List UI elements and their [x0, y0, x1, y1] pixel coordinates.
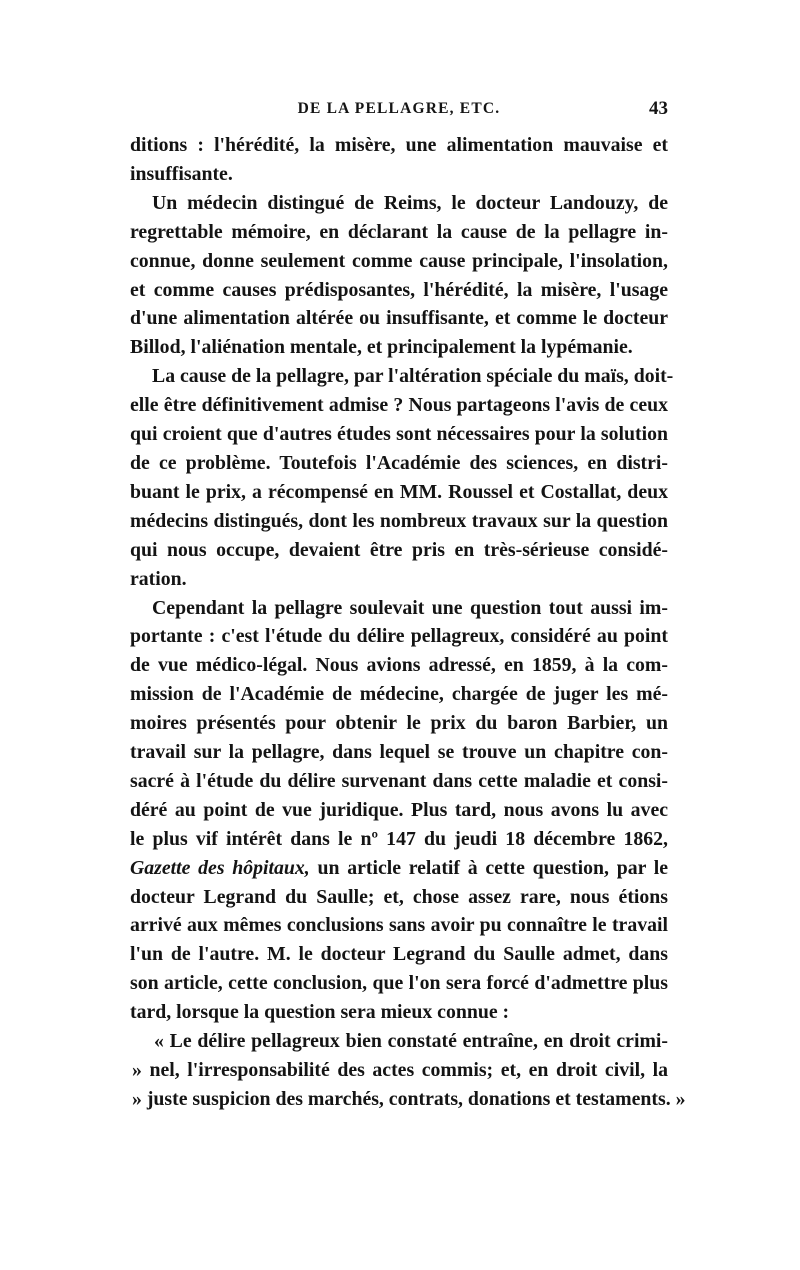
text-line: Billod, l'aliénation mentale, et principalement la lypémanie. — [130, 336, 633, 359]
text-line: l'un de l'autre. M. le docteur Legrand du Saulle admet, dans — [130, 943, 668, 966]
quote-line: » nel, l'irresponsabilité des actes commis; et, en droit civil, la — [132, 1059, 668, 1081]
text-line: tard, lorsque la question sera mieux connue : — [130, 1001, 510, 1024]
text-line: d'une alimentation altérée ou insuffisante, et comme le docteur — [130, 307, 668, 330]
text-line: connue, donne seulement comme cause principale, l'insolation, — [130, 249, 668, 272]
text-line: le plus vif intérêt dans le nº 147 du jeudi 18 décembre 1862, — [130, 827, 668, 850]
text-line: et comme causes prédisposantes, l'hérédité, la misère, l'usage — [130, 278, 668, 301]
text-line-remainder: un article relatif à cette question, par le — [309, 856, 669, 879]
text-line: buant le prix, a récompensé en MM. Roussel et Costallat, deux — [130, 480, 668, 503]
text-line: son article, cette conclusion, que l'on sera forcé d'admettre plus — [130, 972, 668, 995]
text-line: sacré à l'étude du délire survenant dans cette maladie et consi- — [130, 769, 668, 792]
text-line: qui croient que d'autres études sont nécessaires pour la solution — [130, 423, 668, 446]
text-line: de vue médico-légal. Nous avions adressé, en 1859, à la com- — [130, 654, 668, 677]
text-line: docteur Legrand du Saulle; et, chose assez rare, nous étions — [130, 885, 668, 908]
text-line: travail sur la pellagre, dans lequel se trouve un chapitre con- — [130, 741, 668, 764]
text-line: arrivé aux mêmes conclusions sans avoir pu connaître le travail — [130, 914, 668, 937]
body-text — [130, 131, 686, 1114]
text-line: de ce problème. Toutefois l'Académie des sciences, en distri- — [130, 451, 668, 474]
text-line: ditions : l'hérédité, la misère, une alimentation mauvaise et — [130, 134, 668, 156]
text-line: Un médecin distingué de Reims, le docteur Landouzy, de — [152, 191, 668, 214]
text-line: qui nous occupe, devaient être pris en très-sérieuse considé- — [130, 538, 668, 561]
running-head — [130, 100, 668, 128]
text-line: La cause de la pellagre, par l'altération spéciale du maïs, doit- — [152, 365, 674, 388]
quote-line: » juste suspicion des marchés, contrats, donations et testaments. » — [132, 1087, 686, 1110]
text-line: moires présentés pour obtenir le prix du baron Barbier, un — [130, 712, 668, 735]
text-line: Cependant la pellagre soulevait une question tout aussi im- — [152, 596, 668, 619]
text-line: portante : c'est l'étude du délire pellagreux, considéré au point — [130, 625, 668, 648]
text-line: ration. — [130, 567, 187, 590]
text-line: elle être définitivement admise ? Nous partageons l'avis de ceux — [130, 394, 668, 417]
text-line: médecins distingués, dont les nombreux travaux sur la question — [130, 509, 668, 532]
journal-title: Gazette des hôpitaux, — [130, 856, 310, 879]
page-number: 43 — [649, 98, 668, 119]
text-line: insuffisante. — [130, 162, 233, 185]
running-title: DE LA PELLAGRE, ETC. — [297, 100, 501, 117]
text-line: déré au point de vue juridique. Plus tard, nous avons lu avec — [130, 798, 668, 821]
text-line-italic-title — [130, 854, 668, 883]
text-line: mission de l'Académie de médecine, chargée de juger les mé- — [130, 683, 668, 706]
quote-line: « Le délire pellagreux bien constaté entraîne, en droit crimi- — [154, 1030, 668, 1053]
text-line: regrettable mémoire, en déclarant la cause de la pellagre in- — [130, 220, 668, 243]
